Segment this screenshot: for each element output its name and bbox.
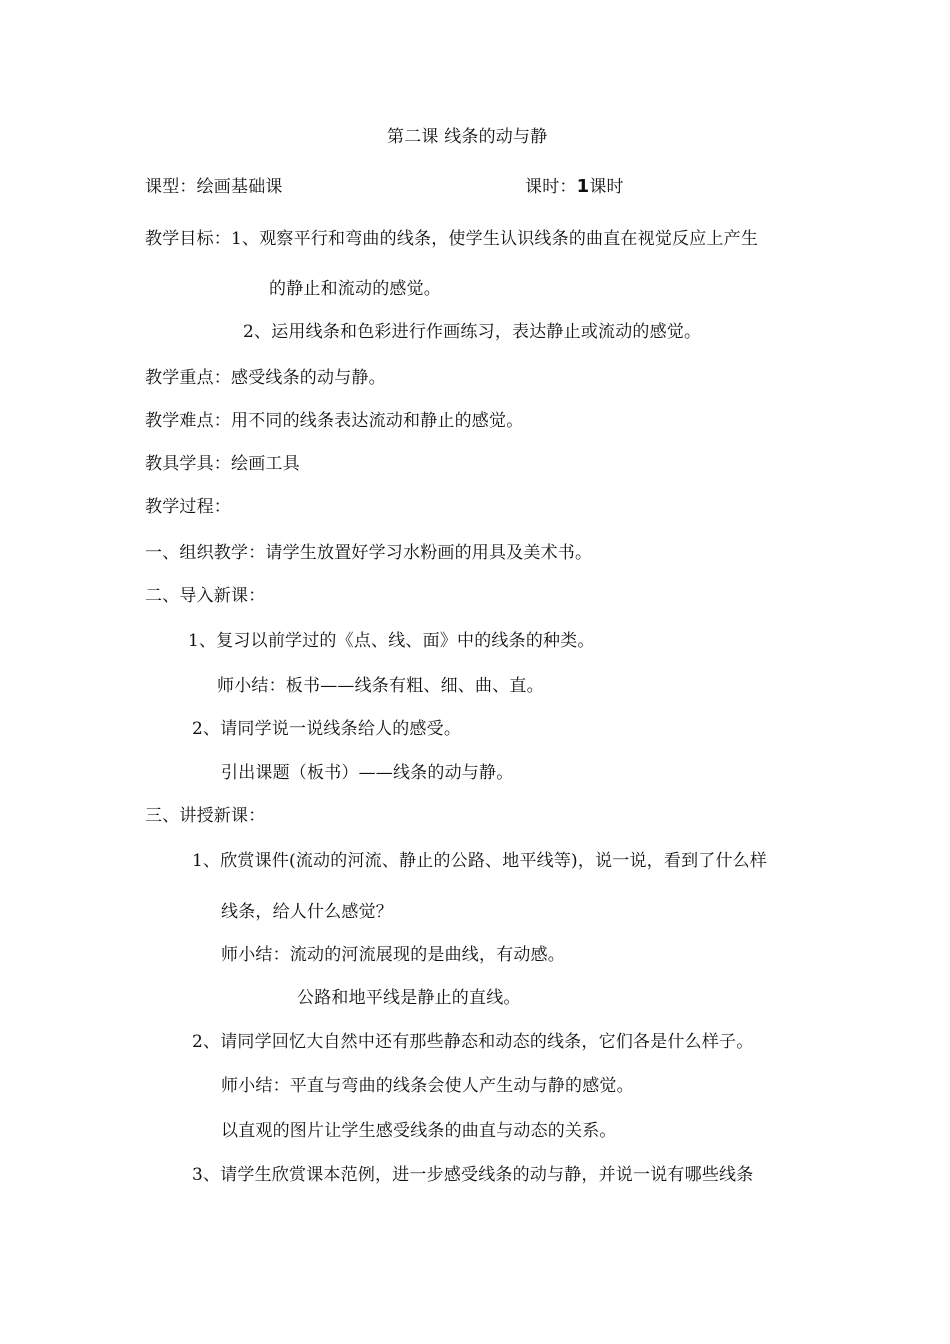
teaching-goal-2: 2、运用线条和色彩进行作画练习，表达静止或流动的感觉。 (243, 322, 702, 342)
section-3-heading: 三、讲授新课： (145, 806, 266, 826)
section-3-item-2: 2、请同学回忆大自然中还有那些静态和动态的线条，它们各是什么样子。 (192, 1032, 754, 1052)
section-2-heading: 二、导入新课： (145, 586, 266, 606)
section-3-item-2-summary-2: 以直观的图片让学生感受线条的曲直与动态的关系。 (221, 1121, 617, 1141)
section-3-item-1b: 线条，给人什么感觉？ (221, 902, 393, 922)
section-1: 一、组织教学：请学生放置好学习水粉画的用具及美术书。 (145, 543, 593, 563)
section-3-item-1-summary: 师小结：流动的河流展现的是曲线，有动感。 (221, 945, 565, 965)
lesson-type: 课型：绘画基础课 (145, 177, 283, 197)
section-3-item-1a: 1、欣赏课件(流动的河流、静止的公路、地平线等)，说一说，看到了什么样 (192, 851, 768, 871)
teaching-process-heading: 教学过程： (145, 497, 231, 517)
teaching-goal-1a: 教学目标：1、观察平行和弯曲的线条，使学生认识线条的曲直在视觉反应上产生 (145, 229, 759, 249)
lesson-hours-suffix: 课时 (589, 177, 624, 197)
section-3-item-2-summary: 师小结：平直与弯曲的线条会使人产生动与静的感觉。 (221, 1076, 634, 1096)
lesson-hours-number: 1 (576, 176, 590, 197)
section-3-item-1-summary-2: 公路和地平线是静止的直线。 (297, 988, 521, 1008)
teaching-goal-1b: 的静止和流动的感觉。 (269, 279, 441, 299)
teaching-key-point: 教学重点：感受线条的动与静。 (145, 368, 386, 388)
lesson-hours-prefix: 课时： (525, 177, 577, 197)
lesson-title: 第二课 线条的动与静 (387, 127, 548, 147)
section-2-item-1: 1、复习以前学过的《点、线、面》中的线条的种类。 (188, 631, 595, 651)
section-2-item-2-summary: 引出课题（板书）——线条的动与静。 (221, 763, 514, 783)
teaching-tools: 教具学具：绘画工具 (145, 454, 300, 474)
section-3-item-3: 3、请学生欣赏课本范例，进一步感受线条的动与静，并说一说有哪些线条 (192, 1165, 754, 1185)
lesson-hours (525, 176, 624, 198)
section-2-item-2: 2、请同学说一说线条给人的感受。 (192, 719, 462, 739)
teaching-difficulty: 教学难点：用不同的线条表达流动和静止的感觉。 (145, 411, 524, 431)
section-2-item-1-summary: 师小结：板书——线条有粗、细、曲、直。 (217, 676, 544, 696)
